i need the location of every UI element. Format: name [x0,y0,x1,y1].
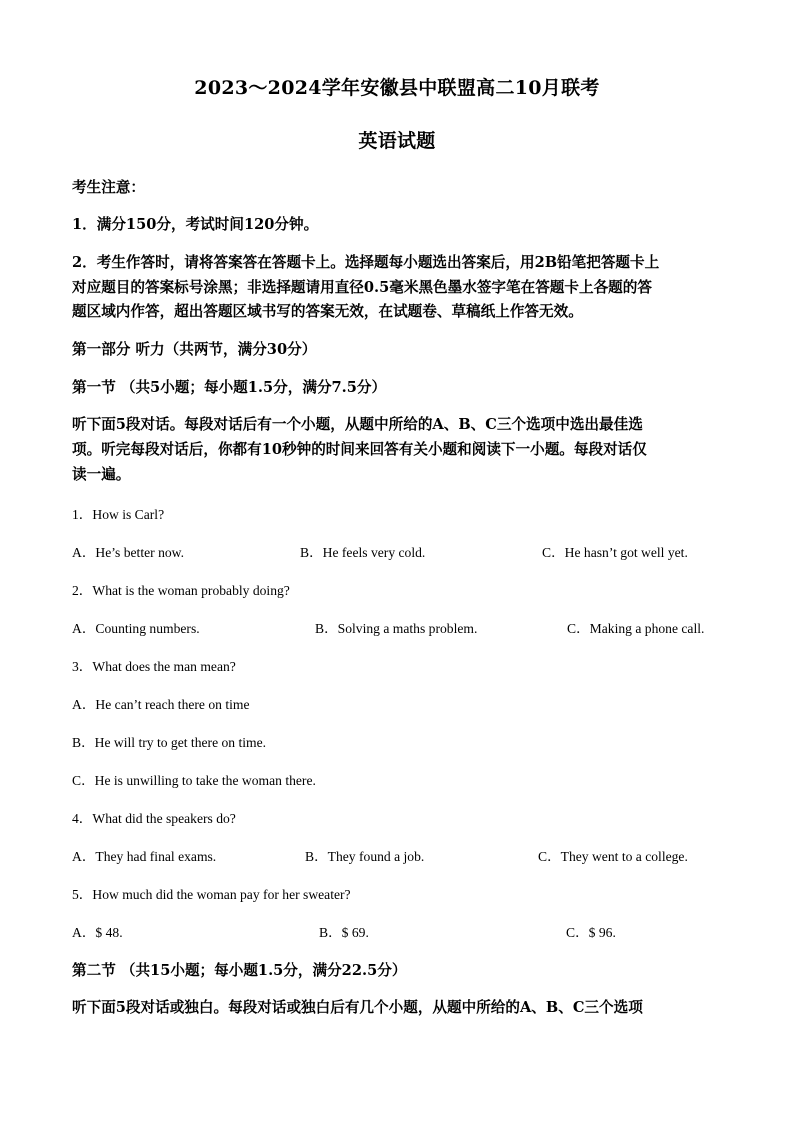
question-3-option-b: B．He will try to get there on time. [72,735,267,750]
section2-instructions-line-1: 听下面5段对话或独白。每段对话或独白后有几个小题，从题中所给的A、B、C三个选项 [72,999,643,1016]
question-2: 2．What is the woman probably doing? [72,583,290,598]
section2-heading: 第二节 （共15小题；每小题1.5分，满分22.5分） [72,962,407,979]
question-5-option-c: C．$ 96. [566,925,616,940]
question-5-option-b: B．$ 69. [319,925,369,940]
notice-heading: 考生注意： [72,179,145,196]
part1-heading: 第一部分 听力（共两节，满分30分） [72,341,317,358]
question-1-option-b: B．He feels very cold. [300,545,426,560]
question-4-option-a: A．They had final exams. [72,849,217,864]
question-2-option-b: B．Solving a maths problem. [315,621,478,636]
question-5-option-a: A．$ 48. [72,925,123,940]
question-2-option-a: A．Counting numbers. [72,621,200,636]
section1-heading: 第一节 （共5小题；每小题1.5分，满分7.5分） [72,379,387,396]
section1-instructions-line-3: 读一遍。 [72,466,131,483]
subject-title: 英语试题 [358,130,436,152]
question-4-option-c: C．They went to a college. [538,849,688,864]
exam-title: 2023～2024学年安徽县中联盟高二10月联考 [194,77,600,99]
question-4: 4．What did the speakers do? [72,811,236,826]
question-3-option-a: A．He can’t reach there on time [72,697,250,712]
notice-item-1: 1．满分150分，考试时间120分钟。 [72,216,319,233]
question-2-option-c: C．Making a phone call. [567,621,705,636]
question-4-option-b: B．They found a job. [305,849,425,864]
question-5: 5．How much did the woman pay for her sweater? [72,887,351,902]
notice-item-2-line-3: 题区域内作答，超出答题区域书写的答案无效，在试题卷、草稿纸上作答无效。 [72,303,583,320]
section1-instructions-line-2: 项。听完每段对话后，你都有10秒钟的时间来回答有关小题和阅读下一小题。每段对话仅 [72,441,647,458]
question-3-option-c: C．He is unwilling to take the woman there. [72,773,316,788]
notice-item-2-line-1: 2．考生作答时，请将答案答在答题卡上。选择题每小题选出答案后，用2B铅笔把答题卡上 [72,254,660,271]
notice-item-2-line-2: 对应题目的答案标号涂黑；非选择题请用直径0.5毫米黑色墨水签字笔在答题卡上各题的答 [72,279,652,296]
section1-instructions-line-1: 听下面5段对话。每段对话后有一个小题，从题中所给的A、B、C三个选项中选出最佳选 [72,416,643,433]
question-3: 3．What does the man mean? [72,659,236,674]
question-1: 1．How is Carl? [72,507,165,522]
question-1-option-a: A．He’s better now. [72,545,184,560]
question-1-option-c: C．He hasn’t got well yet. [542,545,688,560]
